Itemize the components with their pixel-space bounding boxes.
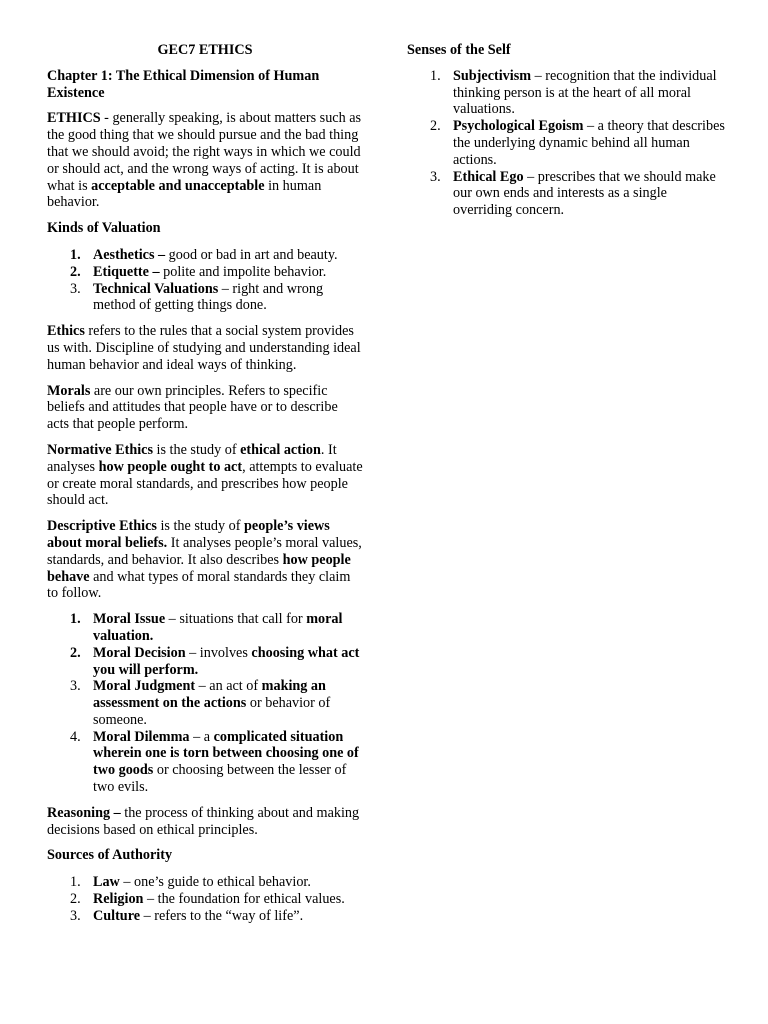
item-bold: choosing what act you will perform.	[93, 644, 360, 678]
list-item	[47, 874, 363, 891]
sources-of-authority-heading: Sources of Authority	[47, 847, 173, 864]
item-term: Religion	[93, 891, 144, 908]
ethics-definition	[47, 110, 363, 211]
list-item	[407, 68, 725, 118]
ethics-def-text: - generally speaking, is about matters such as the good thing that we should pursue and the bad thing that we should avoid; the right ways in which we could or should act, and the wrong ways of acting. It is about what is	[47, 110, 362, 194]
item-text: – recognition that the individual thinking person is at the heart of all moral valuations.	[453, 67, 717, 118]
descriptive-ethics-paragraph	[47, 518, 363, 602]
list-item	[47, 645, 363, 679]
chapter-title: Chapter 1: The Ethical Dimension of Human Existence	[47, 67, 320, 101]
descriptive-bold: how people behave	[47, 551, 351, 585]
morals-term: Morals	[47, 382, 91, 399]
item-term: Moral Judgment	[93, 678, 196, 695]
item-term: Culture	[93, 907, 141, 924]
normative-bold: how people ought to act	[98, 458, 243, 475]
ethics-para-text: refers to the rules that a social system provides us with. Discipline of studying and understanding ideal human behavior and ideal ways of thinking.	[47, 323, 361, 373]
list-item	[47, 891, 363, 908]
item-text: – an act of	[195, 678, 262, 695]
normative-text: , attempts to evaluate or create moral standards, and prescribes how people should act.	[47, 458, 363, 509]
item-text: – prescribes that we should make our own ends and interests as a single overriding concern.	[453, 168, 716, 219]
descriptive-bold: people’s views about moral beliefs.	[47, 518, 330, 551]
item-bold: complicated situation wherein one is torn between choosing one of two goods	[93, 728, 359, 779]
list-item	[47, 678, 363, 728]
item-text: – a theory that describes the underlying dynamic behind all human actions.	[453, 118, 725, 168]
senses-of-self-list	[407, 68, 725, 219]
list-item	[407, 169, 725, 219]
item-number: 2.	[70, 263, 81, 280]
descriptive-term: Descriptive Ethics	[47, 518, 157, 535]
left-column	[47, 42, 363, 934]
item-number: 1.	[70, 874, 81, 891]
item-term: Subjectivism	[453, 67, 532, 84]
normative-text: . It analyses	[47, 441, 337, 475]
item-number: 3.	[70, 907, 81, 924]
list-item	[47, 908, 363, 925]
item-number: 2.	[430, 118, 441, 135]
ethics-paragraph	[47, 323, 363, 373]
normative-bold: ethical action	[240, 441, 321, 458]
item-text: or behavior of someone.	[93, 695, 331, 728]
descriptive-text: is the study of	[156, 518, 245, 535]
item-number: 3.	[70, 678, 81, 695]
kinds-of-valuation-heading: Kinds of Valuation	[47, 220, 161, 237]
item-term: Psychological Egoism	[453, 118, 584, 135]
item-number: 4.	[70, 728, 81, 745]
list-item	[47, 264, 363, 281]
item-term: Moral Dilemma	[93, 728, 190, 745]
item-text: – a	[189, 728, 214, 745]
item-number: 1.	[70, 246, 81, 263]
list-item	[47, 281, 363, 315]
item-number: 1.	[70, 611, 81, 628]
moral-concepts-list	[47, 611, 363, 796]
item-number: 2.	[70, 891, 81, 908]
item-text: – the foundation for ethical values.	[143, 891, 345, 908]
reasoning-term: Reasoning –	[47, 804, 121, 821]
item-number: 2.	[70, 644, 81, 661]
ethics-para-term: Ethics	[47, 323, 85, 340]
ethics-def-bold: acceptable and unacceptable	[91, 177, 265, 194]
descriptive-text: and what types of moral standards they claim to follow.	[47, 568, 351, 602]
item-term: Etiquette –	[93, 263, 160, 280]
right-column	[407, 42, 725, 228]
item-text: – situations that call for	[165, 611, 307, 628]
senses-of-self-heading: Senses of the Self	[407, 42, 511, 58]
item-text: polite and impolite behavior.	[159, 263, 327, 280]
ethics-term: ETHICS	[47, 110, 101, 127]
item-text: – refers to the “way of life”.	[140, 907, 304, 924]
morals-text: are our own principles. Refers to specific beliefs and attitudes that people have or to describe acts that people perform.	[47, 382, 338, 433]
list-item	[47, 247, 363, 264]
item-term: Moral Decision	[93, 644, 186, 661]
item-text: good or bad in art and beauty.	[165, 246, 338, 263]
reasoning-paragraph	[47, 805, 363, 839]
item-text: – right and wrong method of getting things done.	[93, 280, 324, 314]
descriptive-text: It analyses people’s moral values, standards, and behavior. It also describes	[47, 534, 362, 568]
list-item	[407, 118, 725, 168]
ethics-def-text-end: in human behavior.	[47, 177, 322, 211]
normative-ethics-paragraph	[47, 442, 363, 509]
item-text: or choosing between the lesser of two evils.	[93, 762, 347, 796]
item-term: Aesthetics –	[93, 246, 166, 263]
item-number: 1.	[430, 67, 441, 84]
item-bold: moral valuation.	[93, 611, 343, 644]
item-term: Ethical Ego	[453, 168, 524, 185]
normative-term: Normative Ethics	[47, 441, 153, 458]
item-bold: making an assessment on the actions	[93, 678, 326, 712]
reasoning-text: the process of thinking about and making decisions based on ethical principles.	[47, 804, 360, 838]
item-number: 3.	[430, 168, 441, 185]
item-text: – involves	[185, 644, 252, 661]
item-term: Law	[93, 874, 120, 891]
sources-of-authority-list	[47, 874, 363, 924]
document-title: GEC7 ETHICS	[157, 42, 253, 58]
item-number: 3.	[70, 280, 81, 297]
item-term: Technical Valuations	[93, 280, 219, 297]
list-item	[47, 611, 363, 645]
kinds-of-valuation-list	[47, 247, 363, 314]
item-term: Moral Issue	[93, 611, 166, 628]
normative-text: is the study of	[153, 441, 241, 458]
list-item	[47, 729, 363, 796]
morals-paragraph	[47, 383, 363, 433]
item-text: – one’s guide to ethical behavior.	[119, 874, 311, 891]
